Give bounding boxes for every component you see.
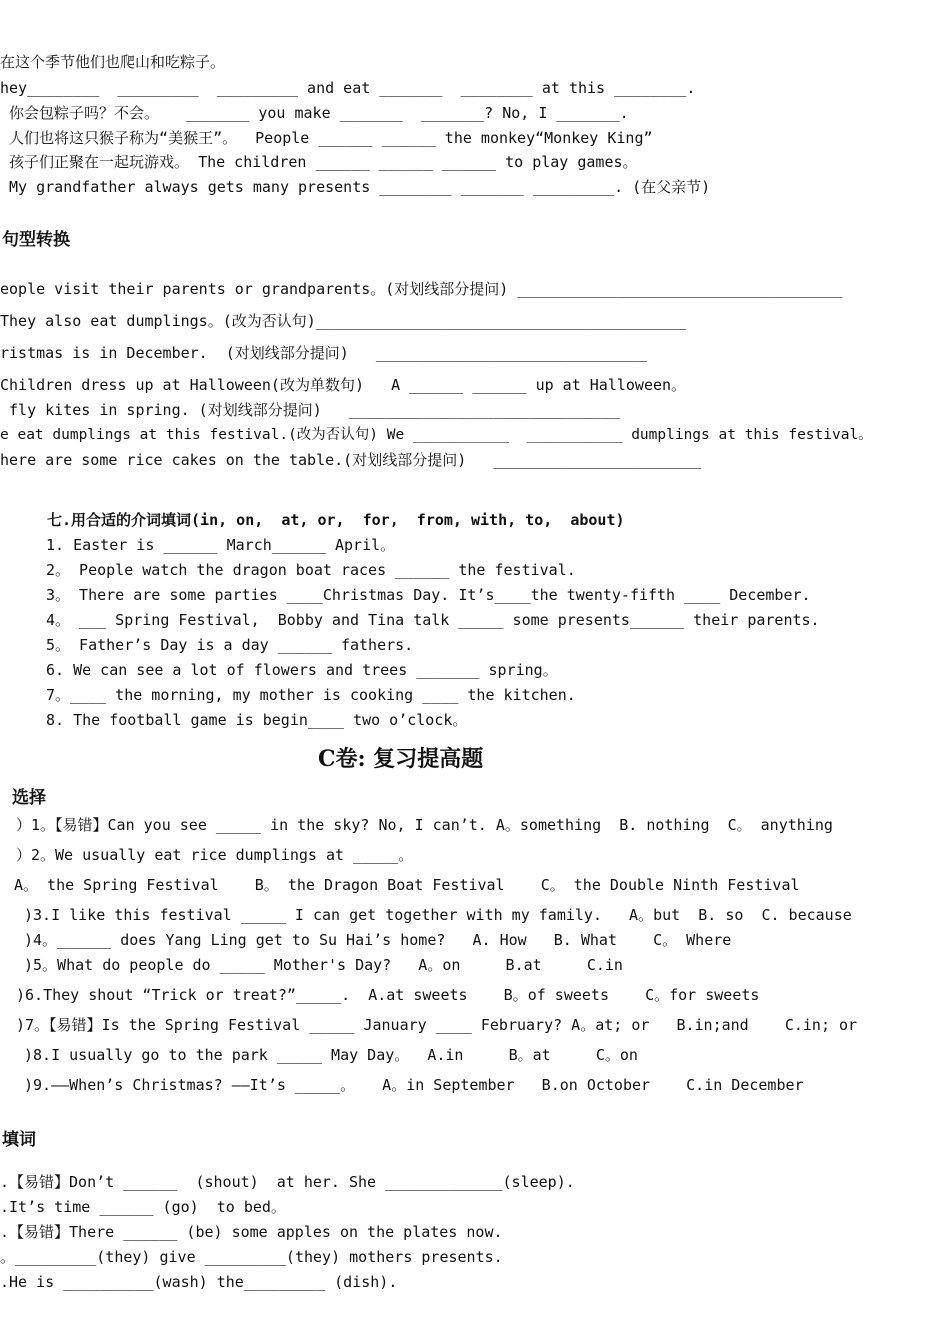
preposition-item-6: 6. We can see a lot of flowers and trees _______ spring。	[46, 661, 558, 679]
choice-item-1: ）1。【易错】Can you see _____ in the sky? No, I can’t. A。something B. nothing C。 anything	[16, 816, 833, 834]
transform-line-7: here are some rice cakes on the table.(对划线部分提问) _______________________	[0, 451, 702, 469]
fill-item-1: .【易错】Don’t ______ (shout) at her. She _____________(sleep).	[0, 1173, 575, 1191]
preposition-item-2: 2。 People watch the dragon boat races ______ the festival.	[46, 561, 576, 579]
choice-item-5: )5。What do people do _____ Mother's Day? A。on B.at C.in	[24, 956, 623, 974]
preposition-item-1: 1. Easter is ______ March______ April。	[46, 536, 396, 554]
transform-line-1: eople visit their parents or grandparents。(对划线部分提问) ____________________________________	[0, 280, 843, 298]
fill-item-4: 。_________(they) give _________(they) mothers presents.	[0, 1248, 503, 1266]
preposition-item-8: 8. The football game is begin____ two o’clock。	[46, 711, 468, 729]
translation-line-5: 孩子们正聚在一起玩游戏。 The children ______ ______ ______ to play games。	[0, 153, 638, 171]
choice-item-4: )4。______ does Yang Ling get to Su Hai’s home? A. How B. What C。 Where	[24, 931, 732, 949]
fill-item-2: .It’s time ______ (go) to bed。	[0, 1198, 286, 1216]
section-heading-choice: 选择	[12, 788, 46, 808]
choice-item-2: ）2。We usually eat rice dumplings at _____。	[16, 846, 414, 864]
section-heading-fill: 填词	[2, 1130, 36, 1150]
choice-item-3: )3.I like this festival _____ I can get together with my family. A。but B. so C. because	[24, 906, 852, 924]
choice-item-8: )8.I usually go to the park _____ May Day。 A.in B。at C。on	[24, 1046, 638, 1064]
preposition-item-7: 7。____ the morning, my mother is cooking ____ the kitchen.	[46, 686, 576, 704]
transform-line-6: e eat dumplings at this festival.(改为否认句) We ___________ ___________ dumplings at this festival。	[0, 427, 873, 443]
transform-line-2: They also eat dumplings。(改为否认句)_________________________________________	[0, 312, 687, 330]
choice-item-2-options: A。 the Spring Festival B。 the Dragon Boat Festival C。 the Double Ninth Festival	[14, 876, 800, 894]
fill-item-3: .【易错】There ______ (be) some apples on the plates now.	[0, 1223, 503, 1241]
paper-c-title: C卷: 复习提高题	[318, 746, 484, 772]
translation-line-6: My grandfather always gets many presents ________ _______ _________. (在父亲节)	[0, 178, 711, 196]
preposition-item-4: 4。 ___ Spring Festival, Bobby and Tina talk _____ some presents______ their parents.	[46, 611, 820, 629]
translation-line-4: 人们也将这只猴子称为“美猴王”。 People ______ ______ the monkey“Monkey King”	[0, 129, 653, 147]
translation-line-3: 你会包粽子吗？不会。 _______ you make _______ _______? No, I _______.	[0, 104, 629, 122]
transform-line-4: Children dress up at Halloween(改为单数句) A ______ ______ up at Halloween。	[0, 376, 687, 394]
translation-line-1: 在这个季节他们也爬山和吃粽子。	[0, 53, 226, 71]
section-heading-prepositions: 七.用合适的介词填词(in, on, at, or, for, from, with, to, about)	[47, 511, 625, 529]
choice-item-9: )9.——When’s Christmas? ——It’s _____。 A。in September B.on October C.in December	[24, 1076, 804, 1094]
choice-item-7: )7。【易错】Is the Spring Festival _____ January ____ February? A。at; or B.in;and C.in; or	[16, 1016, 858, 1034]
translation-line-2: hey________ _________ _________ and eat _______ ________ at this ________.	[0, 79, 696, 97]
preposition-item-5: 5。 Father’s Day is a day ______ fathers.	[46, 636, 414, 654]
section-heading-transform: 句型转换	[2, 230, 70, 250]
transform-line-5: fly kites in spring. (对划线部分提问) ______________________________	[0, 401, 620, 419]
transform-line-3: ristmas is in December. (对划线部分提问) ______________________________	[0, 344, 647, 362]
preposition-item-3: 3。 There are some parties ____Christmas Day. It’s____the twenty-fifth ____ December.	[46, 586, 811, 604]
choice-item-6: )6.They shout “Trick or treat?”_____. A.at sweets B。of sweets C。for sweets	[16, 986, 760, 1004]
fill-item-5: .He is __________(wash) the_________ (dish).	[0, 1273, 398, 1291]
